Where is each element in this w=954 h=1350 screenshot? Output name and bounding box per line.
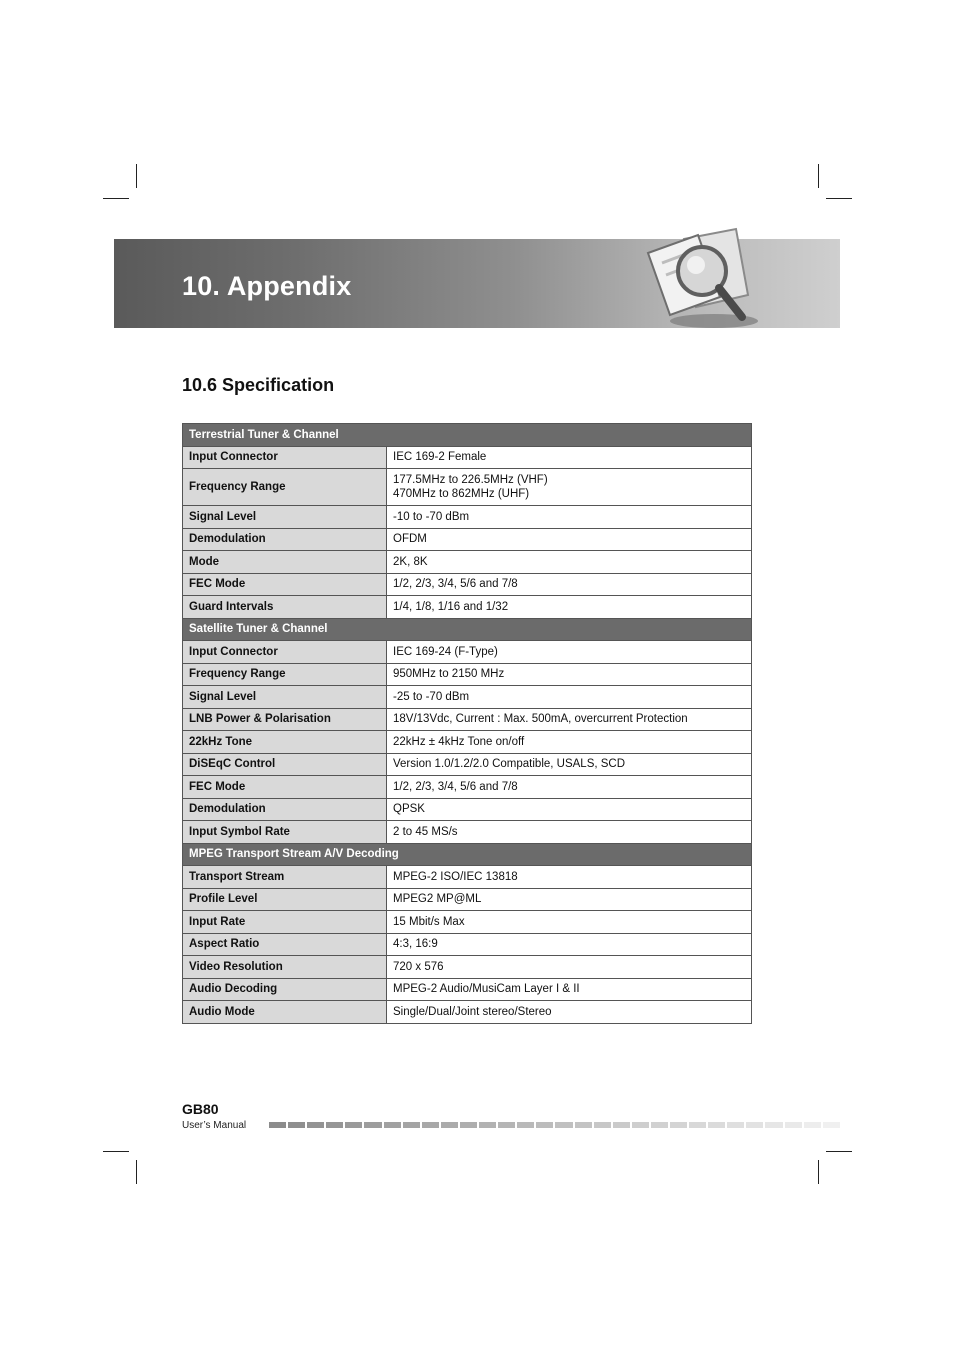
table-row [183,911,752,934]
crop-mark [826,198,852,199]
spec-label: Profile Level [183,888,387,911]
footer-bar-segment [326,1122,343,1128]
footer-bar-segment [517,1122,534,1128]
spec-label: Demodulation [183,798,387,821]
table-row [183,978,752,1001]
footer-bar-segment [632,1122,649,1128]
spec-value: 1/2, 2/3, 3/4, 5/6 and 7/8 [387,776,752,799]
footer-bar-segment [575,1122,592,1128]
spec-value: 720 x 576 [387,956,752,979]
table-row [183,753,752,776]
section-title: 10.6 Specification [182,375,335,395]
footer-bar-segment [765,1122,782,1128]
table-row [183,821,752,844]
spec-label: Audio Mode [183,1001,387,1024]
spec-label: Demodulation [183,528,387,551]
footer-bar-segment [384,1122,401,1128]
footer-bar-segment [689,1122,706,1128]
crop-mark [818,164,819,188]
spec-label: LNB Power & Polarisation [183,708,387,731]
spec-label: Aspect Ratio [183,933,387,956]
footer-bar-segment [613,1122,630,1128]
table-group-header [183,424,752,447]
footer-bar-segment [288,1122,305,1128]
spec-label: FEC Mode [183,573,387,596]
footer-bar-segment [345,1122,362,1128]
group-title: Satellite Tuner & Channel [183,618,752,641]
footer-bar-segment [746,1122,763,1128]
table-row [183,708,752,731]
footer-bar-segment [536,1122,553,1128]
spec-value: Single/Dual/Joint stereo/Stereo [387,1001,752,1024]
spec-label: Signal Level [183,506,387,529]
spec-value: QPSK [387,798,752,821]
footer-bar-segment [307,1122,324,1128]
spec-label: Frequency Range [183,469,387,506]
footer-bar-segment [460,1122,477,1128]
table-row [183,506,752,529]
table-row [183,596,752,619]
spec-value: -10 to -70 dBm [387,506,752,529]
table-group-header [183,618,752,641]
table-row [183,956,752,979]
footer-bar-segment [441,1122,458,1128]
spec-label: Guard Intervals [183,596,387,619]
spec-value: 950MHz to 2150 MHz [387,663,752,686]
table-row [183,551,752,574]
footer-bar-segment [651,1122,668,1128]
spec-value: 15 Mbit/s Max [387,911,752,934]
group-title: MPEG Transport Stream A/V Decoding [183,843,752,866]
spec-value: 4:3, 16:9 [387,933,752,956]
specification-table [182,423,752,1024]
spec-label: FEC Mode [183,776,387,799]
footer-bar-segment [727,1122,744,1128]
spec-value: 1/4, 1/8, 1/16 and 1/32 [387,596,752,619]
table-row [183,686,752,709]
spec-value: 18V/13Vdc, Current : Max. 500mA, overcurrent Protection [387,708,752,731]
footer-bar-segment [403,1122,420,1128]
spec-value: 2K, 8K [387,551,752,574]
spec-value: -25 to -70 dBm [387,686,752,709]
table-row [183,528,752,551]
table-row [183,866,752,889]
footer-bar-segment [670,1122,687,1128]
footer-bar-segment [594,1122,611,1128]
spec-label: Video Resolution [183,956,387,979]
spec-label: Transport Stream [183,866,387,889]
chapter-banner [114,239,840,328]
table-row [183,798,752,821]
footer-bar-segment [479,1122,496,1128]
table-row [183,776,752,799]
table-row [183,469,752,506]
spec-value: IEC 169-2 Female [387,446,752,469]
spec-label: Signal Level [183,686,387,709]
footer-bar-segment [269,1122,286,1128]
spec-label: Mode [183,551,387,574]
spec-label: Input Connector [183,641,387,664]
spec-label: Input Rate [183,911,387,934]
spec-value: IEC 169-24 (F-Type) [387,641,752,664]
footer-bar-segment [785,1122,802,1128]
table-row [183,641,752,664]
footer-bar-segment [823,1122,840,1128]
spec-value: MPEG-2 ISO/IEC 13818 [387,866,752,889]
spec-value: 22kHz ± 4kHz Tone on/off [387,731,752,754]
table-row [183,663,752,686]
table-row [183,888,752,911]
chapter-title: 10. Appendix [182,271,352,301]
spec-value: Version 1.0/1.2/2.0 Compatible, USALS, SCD [387,753,752,776]
crop-mark [826,1151,852,1152]
footer-bar-segment [364,1122,381,1128]
table-row [183,731,752,754]
crop-mark [136,164,137,188]
crop-mark [818,1160,819,1184]
spec-value: MPEG-2 Audio/MusiCam Layer I & II [387,978,752,1001]
spec-label: 22kHz Tone [183,731,387,754]
footer-subtitle: User’s Manual [182,1120,247,1131]
table-row [183,933,752,956]
magnifier-document-icon [644,225,774,336]
table-group-header [183,843,752,866]
footer-bar-segment [804,1122,821,1128]
spec-value: OFDM [387,528,752,551]
spec-value: 1/2, 2/3, 3/4, 5/6 and 7/8 [387,573,752,596]
crop-mark [136,1160,137,1184]
spec-label: Input Connector [183,446,387,469]
crop-mark [103,1151,129,1152]
spec-label: Audio Decoding [183,978,387,1001]
footer-bar-segment [555,1122,572,1128]
table-row [183,1001,752,1024]
footer-model: GB80 [182,1101,219,1117]
table-row [183,446,752,469]
crop-mark [103,198,129,199]
spec-value: 177.5MHz to 226.5MHz (VHF) 470MHz to 862MHz (UHF) [387,469,752,506]
spec-label: Input Symbol Rate [183,821,387,844]
footer-bar-segment [498,1122,515,1128]
spec-value: MPEG2 MP@ML [387,888,752,911]
footer-bar-segment [422,1122,439,1128]
spec-label: Frequency Range [183,663,387,686]
footer-gradient-bar [269,1122,840,1128]
footer-bar-segment [708,1122,725,1128]
spec-label: DiSEqC Control [183,753,387,776]
spec-value: 2 to 45 MS/s [387,821,752,844]
table-row [183,573,752,596]
group-title: Terrestrial Tuner & Channel [183,424,752,447]
